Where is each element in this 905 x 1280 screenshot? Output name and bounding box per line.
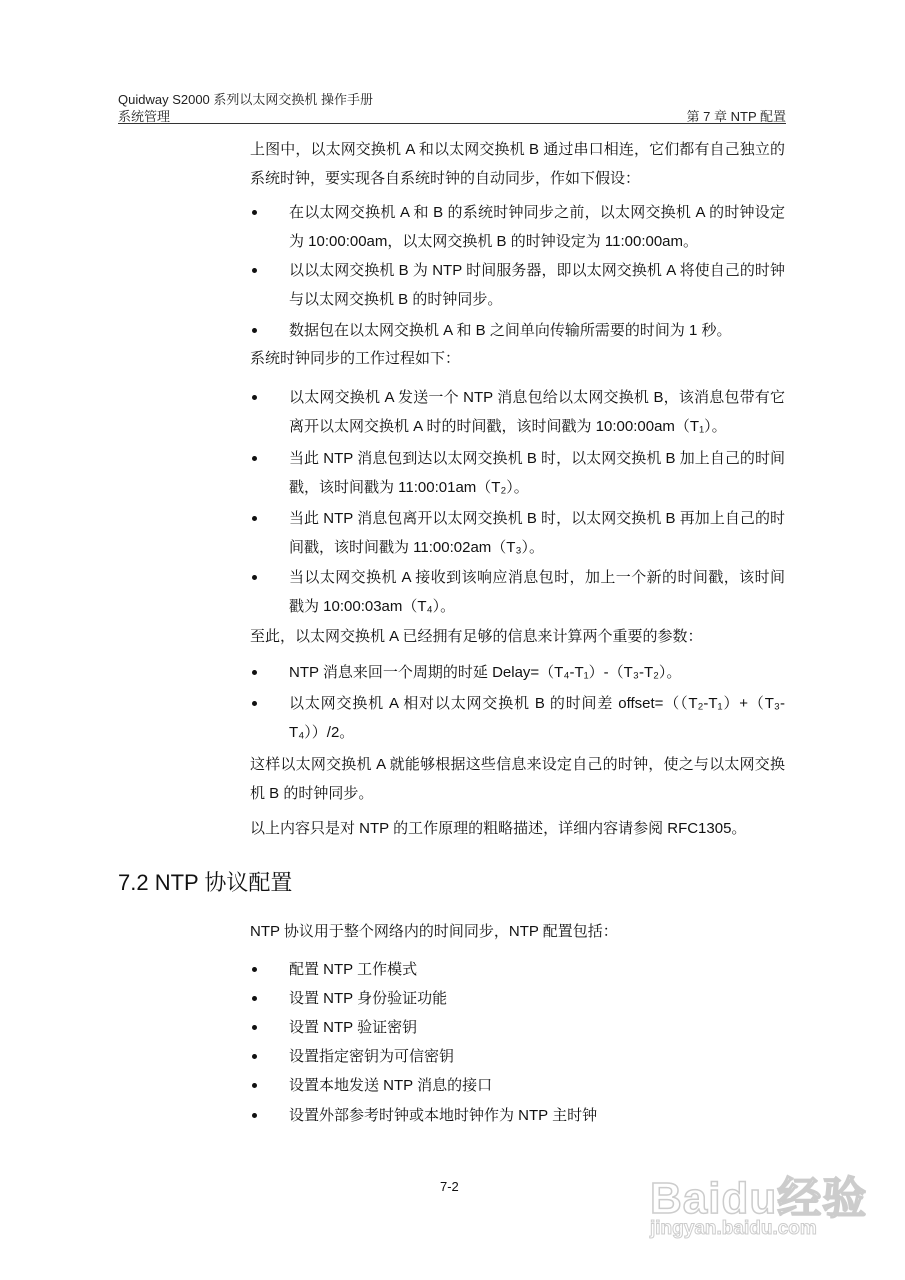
list-item: 设置指定密钥为可信密钥 bbox=[250, 1042, 785, 1071]
page-number: 7-2 bbox=[440, 1179, 459, 1194]
conclusion-paragraph: 这样以太网交换机 A 就能够根据这些信息来设定自己的时钟，使之与以太网交换机 B 的时钟同步。 bbox=[250, 756, 785, 802]
section-name: 系统管理 bbox=[118, 109, 171, 124]
bullet-icon bbox=[252, 967, 257, 972]
baidu-watermark bbox=[640, 1150, 870, 1245]
bullet-icon bbox=[252, 516, 257, 521]
list-item: 设置外部参考时钟或本地时钟作为 NTP 主时钟 bbox=[250, 1101, 785, 1130]
process-intro: 系统时钟同步的工作过程如下： bbox=[250, 350, 461, 367]
bullet-icon bbox=[252, 1083, 257, 1088]
bullet-icon bbox=[252, 1054, 257, 1059]
list-item: NTP 消息来回一个周期的时延 Delay=（T₄-T₁）-（T₃-T₂）。 bbox=[250, 658, 785, 687]
bullet-icon bbox=[252, 268, 257, 273]
list-item: 以太网交换机 A 相对以太网交换机 B 的时间差 offset=（（T₂-T₁）+（T₃-T₄））/2。 bbox=[250, 689, 785, 747]
bullet-icon bbox=[252, 1113, 257, 1118]
params-intro: 至此，以太网交换机 A 已经拥有足够的信息来计算两个重要的参数： bbox=[250, 628, 703, 645]
manual-title: Quidway S2000 系列以太网交换机 操作手册 bbox=[118, 92, 374, 107]
list-item: 当此 NTP 消息包到达以太网交换机 B 时，以太网交换机 B 加上自己的时间戳，该时间戳为 11:00:01am（T₂）。 bbox=[250, 444, 785, 502]
list-item: 在以太网交换机 A 和 B 的系统时钟同步之前，以太网交换机 A 的时钟设定为 10:00:00am，以太网交换机 B 的时钟设定为 11:00:00am。 bbox=[250, 198, 785, 256]
header-rule bbox=[118, 123, 786, 124]
list-item: 以太网交换机 A 发送一个 NTP 消息包给以太网交换机 B，该消息包带有它离开以太网交换机 A 时的时间戳，该时间戳为 10:00:00am（T₁）。 bbox=[250, 383, 785, 441]
list-item: 设置本地发送 NTP 消息的接口 bbox=[250, 1071, 785, 1100]
bullet-icon bbox=[252, 395, 257, 400]
bullet-icon bbox=[252, 701, 257, 706]
bullet-icon bbox=[252, 456, 257, 461]
list-item: 配置 NTP 工作模式 bbox=[250, 955, 785, 984]
section-heading: 7.2 NTP 协议配置 bbox=[118, 870, 293, 895]
reference-paragraph: 以上内容只是对 NTP 的工作原理的粗略描述，详细内容请参阅 RFC1305。 bbox=[250, 820, 747, 837]
bullet-icon bbox=[252, 210, 257, 215]
bullet-icon bbox=[252, 670, 257, 675]
bullet-icon bbox=[252, 575, 257, 580]
list-item: 以以太网交换机 B 为 NTP 时间服务器，即以太网交换机 A 将使自己的时钟与以太网交换机 B 的时钟同步。 bbox=[250, 256, 785, 314]
section-intro: NTP 协议用于整个网络内的时间同步，NTP 配置包括： bbox=[250, 923, 618, 940]
list-item: 数据包在以太网交换机 A 和 B 之间单向传输所需要的时间为 1 秒。 bbox=[250, 316, 785, 345]
list-item: 当此 NTP 消息包离开以太网交换机 B 时，以太网交换机 B 再加上自己的时间戳，该时间戳为 11:00:02am（T₃）。 bbox=[250, 504, 785, 562]
intro-paragraph: 上图中，以太网交换机 A 和以太网交换机 B 通过串口相连，它们都有自己独立的系统时钟，要实现各自系统时钟的自动同步，作如下假设： bbox=[250, 141, 785, 187]
watermark-url: jingyan.baidu.com bbox=[650, 1218, 817, 1239]
list-item: 当以太网交换机 A 接收到该响应消息包时，加上一个新的时间戳，该时间戳为 10:00:03am（T₄）。 bbox=[250, 563, 785, 621]
chapter-title: 第 7 章 NTP 配置 bbox=[686, 109, 786, 124]
list-item: 设置 NTP 身份验证功能 bbox=[250, 984, 785, 1013]
bullet-icon bbox=[252, 996, 257, 1001]
bullet-icon bbox=[252, 328, 257, 333]
watermark-logo: Baidu经验 bbox=[650, 1174, 868, 1223]
bullet-icon bbox=[252, 1025, 257, 1030]
list-item: 设置 NTP 验证密钥 bbox=[250, 1013, 785, 1042]
